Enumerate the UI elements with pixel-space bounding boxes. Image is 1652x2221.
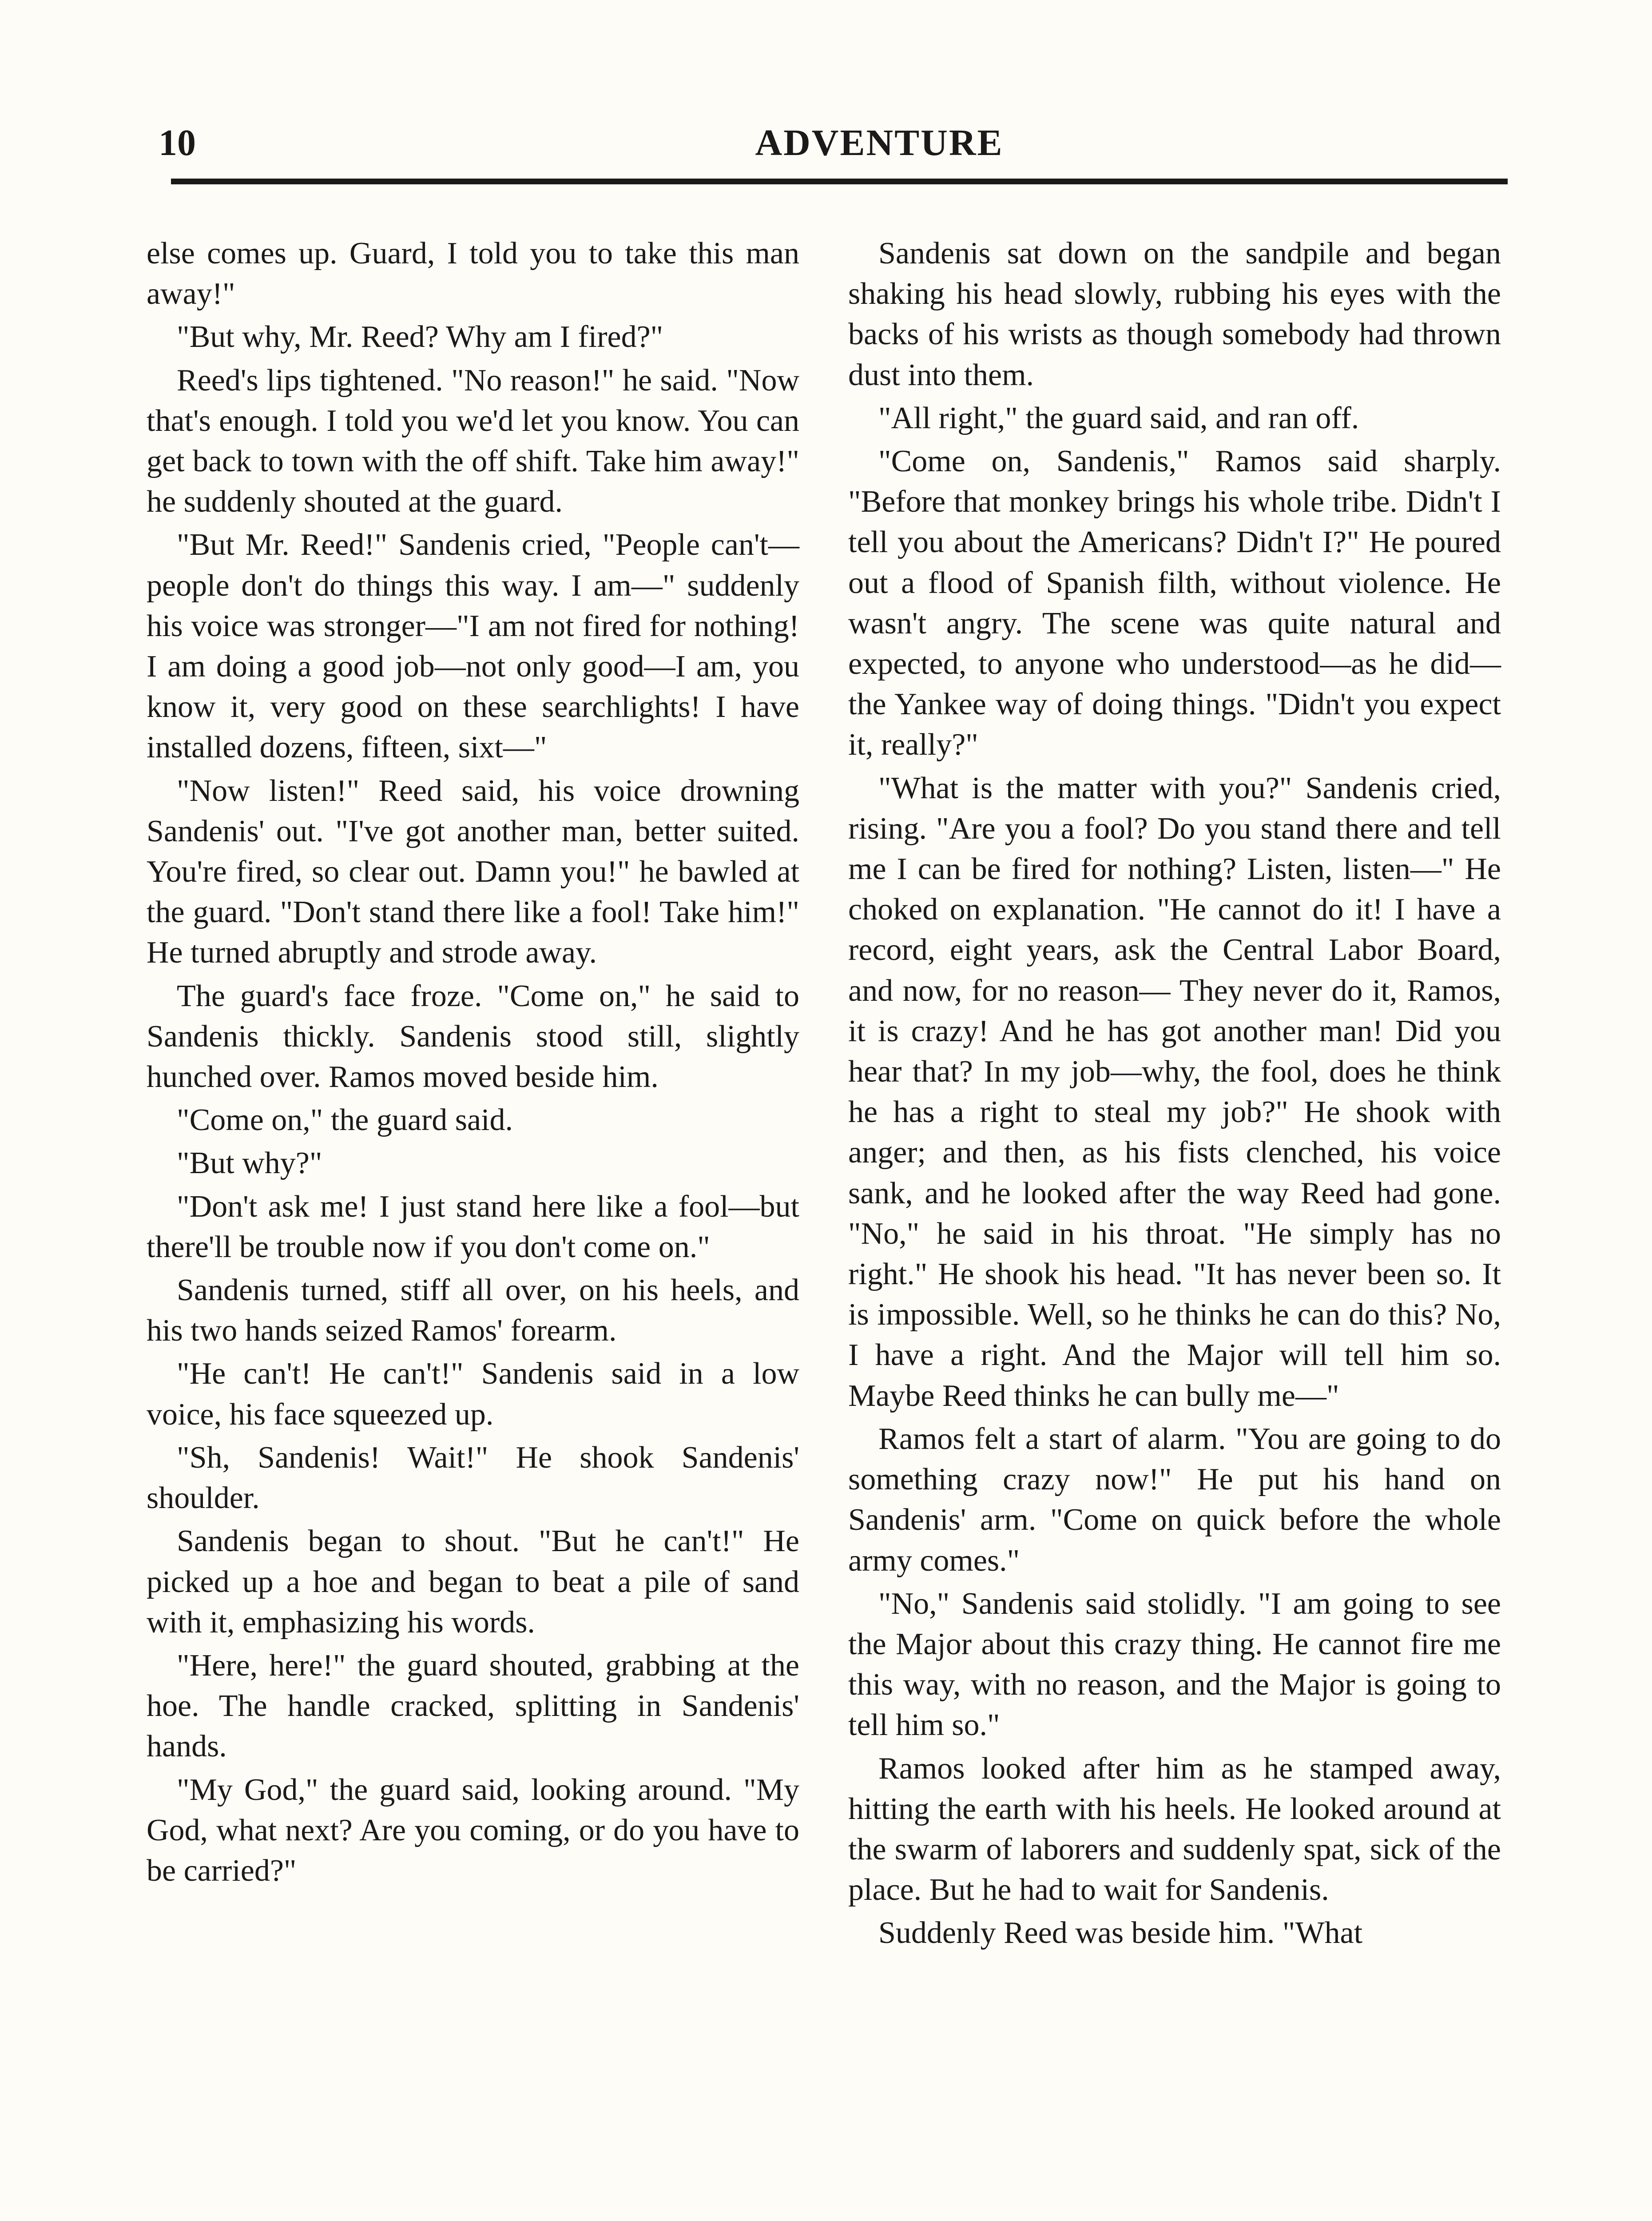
left-column: [147, 233, 799, 1894]
paragraph: Reed's lips tightened. "No reason!" he said. "Now that's enough. I told you we'd let you know. You can get back to town with the off shift. Take him away!" he suddenly shouted at the guard.: [147, 363, 799, 519]
paragraph: "But why?": [177, 1146, 322, 1181]
paragraph: Suddenly Reed was beside him. "What: [878, 1916, 1363, 1950]
paragraph: "Come on, Sandenis," Ramos said sharply. "Before that monkey brings his whole tribe. Didn't I tell you about the Americans? Didn't I?" He poured out a flood of Spanish filth, without violence. He wasn't angry. The scene was quite natural and expected, to anyone who understood—as he did—the Yankee way of doing things. "Didn't you expect it, really?": [848, 444, 1501, 762]
header-rule: [171, 179, 1508, 184]
paragraph: "He can't! He can't!" Sandenis said in a low voice, his face squeezed up.: [147, 1357, 799, 1432]
paragraph: "My God," the guard said, looking around. "My God, what next? Are you coming, or do you have to be carried?": [147, 1772, 799, 1888]
paragraph: "Come on," the guard said.: [177, 1103, 513, 1138]
paragraph: "But Mr. Reed!" Sandenis cried, "People can't—people don't do things this way. I am—" suddenly his voice was stronger—"I am not fired for nothing! I am doing a good job—not only good—I am, you know it, very good on these searchlights! I have installed dozens, fifteen, sixt—": [147, 528, 799, 765]
paragraph: The guard's face froze. "Come on," he said to Sandenis thickly. Sandenis stood still, slightly hunched over. Ramos moved beside him.: [147, 979, 799, 1095]
right-column: [848, 233, 1501, 1956]
paragraph: "Sh, Sandenis! Wait!" He shook Sandenis' shoulder.: [147, 1440, 799, 1516]
paragraph: "Here, here!" the guard shouted, grabbing at the hoe. The handle cracked, splitting in Sandenis' hands.: [147, 1648, 799, 1764]
paragraph: "No," Sandenis said stolidly. "I am going to see the Major about this crazy thing. He cannot fire me this way, with no reason, and the Major is going to tell him so.": [848, 1586, 1501, 1743]
paragraph: "But why, Mr. Reed? Why am I fired?": [177, 320, 663, 354]
paragraph: Sandenis began to shout. "But he can't!" He picked up a hoe and began to beat a pile of sand with it, emphasizing his words.: [147, 1524, 799, 1640]
page-number: 10: [159, 122, 196, 163]
paragraph: Ramos looked after him as he stamped away, hitting the earth with his heels. He looked around at the swarm of laborers and suddenly spat, sick of the place. But he had to wait for Sandenis.: [848, 1751, 1501, 1907]
paragraph: else comes up. Guard, I told you to take this man away!": [147, 236, 799, 311]
running-title: ADVENTURE: [755, 122, 1004, 163]
paragraph: "What is the matter with you?" Sandenis cried, rising. "Are you a fool? Do you stand there and tell me I can be fired for nothing? Listen, listen—" He choked on explanation. "He cannot do it! I have a record, eight years, ask the Central Labor Board, and now, for no reason— They never do it, Ramos, it is crazy! And he has got another man! Did you hear that? In my job—why, the fool, does he think he has a right to steal my job?" He shook with anger; and then, as his fists clenched, his voice sank, and he looked after the way Reed had gone. "No," he said in his throat. "He simply has no right." He shook his head. "It has never been so. It is impossible. Well, so he thinks he can do this? No, I have a right. And the Major will tell him so. Maybe Reed thinks he can bully me—": [848, 771, 1501, 1413]
paragraph: "All right," the guard said, and ran off.: [878, 401, 1359, 435]
paragraph: Sandenis turned, stiff all over, on his heels, and his two hands seized Ramos' forearm.: [147, 1273, 799, 1348]
paragraph: Ramos felt a start of alarm. "You are going to do something crazy now!" He put his hand on Sandenis' arm. "Come on quick before the whole army comes.": [848, 1421, 1501, 1578]
paragraph: "Don't ask me! I just stand here like a fool—but there'll be trouble now if you don't come on.": [147, 1189, 799, 1264]
paragraph: "Now listen!" Reed said, his voice drowning Sandenis' out. "I've got another man, better suited. You're fired, so clear out. Damn you!" he bawled at the guard. "Don't stand there like a fool! Take him!" He turned abruptly and strode away.: [147, 773, 799, 970]
paragraph: Sandenis sat down on the sandpile and began shaking his head slowly, rubbing his eyes with the backs of his wrists as though somebody had thrown dust into them.: [848, 236, 1501, 392]
